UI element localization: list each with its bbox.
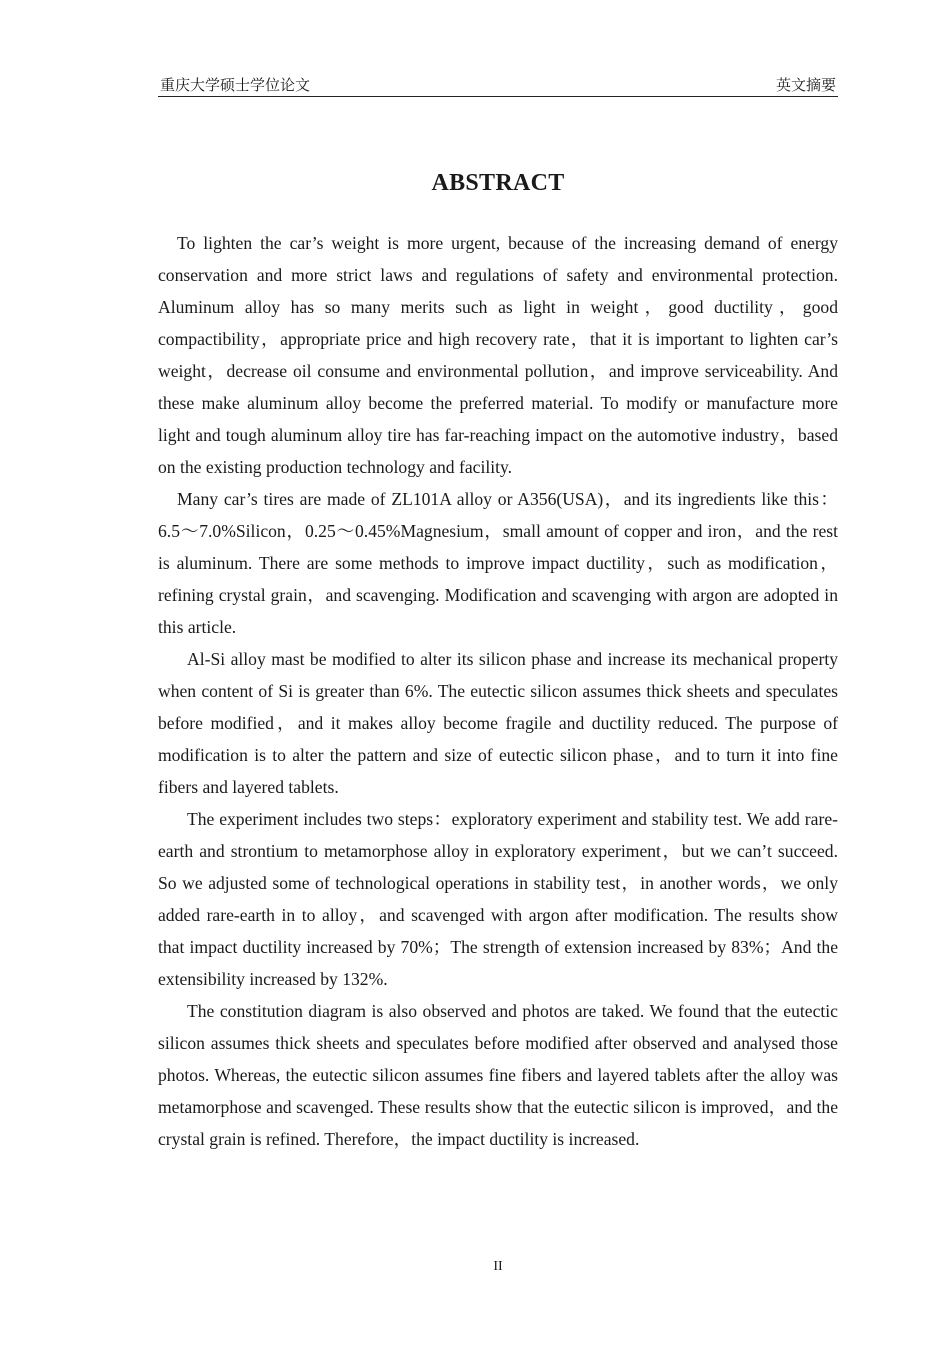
- header-thesis-title: 重庆大学硕士学位论文: [160, 78, 311, 94]
- abstract-title: ABSTRACT: [431, 170, 565, 196]
- abstract-body: [158, 227, 838, 1155]
- abstract-paragraph-4: The experiment includes two steps：exploratory experiment and stability test. We add rare-earth and strontium to metamorphose alloy in exploratory experiment，but we can’t succeed. So we adjusted some of technological operations in stability test，in another words，we only added rare-earth in to alloy，and scavenged with argon after modification. The results show that impact ductility increased by 70%；The strength of extension increased by 83%；And the extensibility increased by 132%.: [158, 809, 838, 989]
- page-header: [158, 72, 838, 97]
- header-section-title: 英文摘要: [775, 78, 836, 94]
- abstract-paragraph-1: To lighten the car’s weight is more urgent, because of the increasing demand of energy conservation and more strict laws and regulations of safety and environmental protection. Aluminum alloy has so many merits such as light in weight，good ductility，good compactibility，appropriate price and high recovery rate，that it is important to lighten car’s weight，decrease oil consume and environmental pollution，and improve serviceability. And these make aluminum alloy become the preferred material. To modify or manufacture more light and tough aluminum alloy tire has far-reaching impact on the automotive industry，based on the existing production technology and facility.: [158, 233, 838, 477]
- abstract-paragraph-3: Al-Si alloy mast be modified to alter its silicon phase and increase its mechanical property when content of Si is greater than 6%. The eutectic silicon assumes thick sheets and speculates before modified，and it makes alloy become fragile and ductility reduced. The purpose of modification is to alter the pattern and size of eutectic silicon phase，and to turn it into fine fibers and layered tablets.: [158, 649, 838, 797]
- abstract-paragraph-5: The constitution diagram is also observed and photos are taked. We found that the eutectic silicon assumes thick sheets and speculates before modified after observed and analysed those photos. Whereas, the eutectic silicon assumes fine fibers and layered tablets after the alloy was metamorphose and scavenged. These results show that the eutectic silicon is improved，and the crystal grain is refined. Therefore，the impact ductility is increased.: [158, 1001, 838, 1149]
- abstract-paragraph-2: Many car’s tires are made of ZL101A alloy or A356(USA)，and its ingredients like this： 6.5～7.0%Silicon，0.25～0.45%Magnesium，small amount of copper and iron，and the rest is aluminum. There are some methods to improve impact ductility，such as modification，refining crystal grain，and scavenging. Modification and scavenging with argon are adopted in this article.: [158, 489, 838, 637]
- page-number: II: [493, 1259, 503, 1274]
